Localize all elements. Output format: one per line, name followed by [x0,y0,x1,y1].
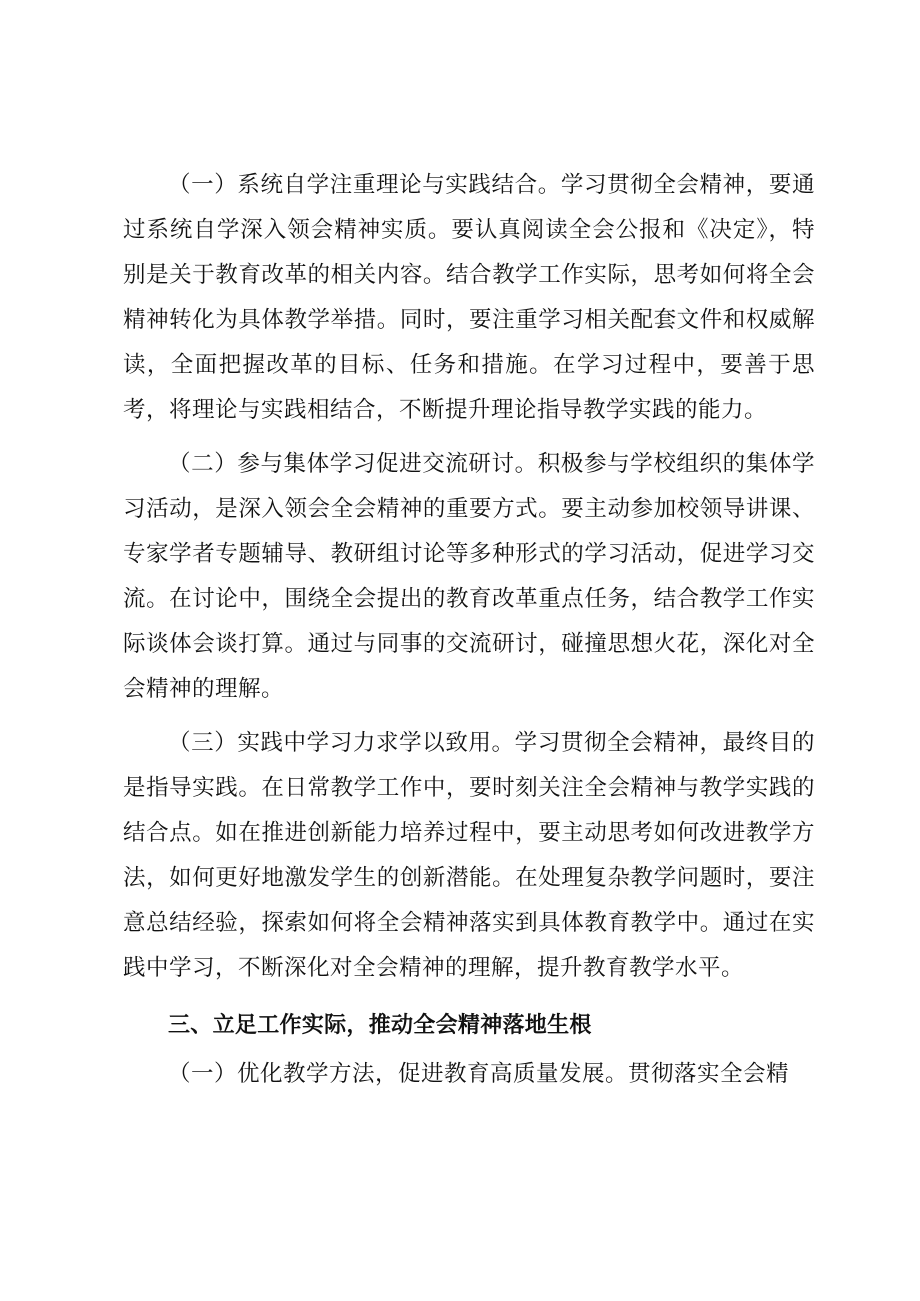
section-heading: 三、立足工作实际，推动全会精神落地生根 [168,1013,592,1038]
paragraph-practice-study: （三）实践中学习力求学以致用。学习贯彻全会精神，最终目的是指导实践。在日常教学工作中，要时刻关注全会精神与教学实践的结合点。如在推进创新能力培养过程中，要主动思考如何改进教学方法，如何更好地激发学生的创新潜能。在处理复杂教学问题时，要注意总结经验，探索如何将全会精神落实到具体教育教学中。通过在实践中学习，不断深化对全会精神的理解，提升教育教学水平。 [123,730,815,981]
paragraph-group-study: （二）参与集体学习促进交流研讨。积极参与学校组织的集体学习活动，是深入领会全会精神的重要方式。要主动参加校领导讲课、专家学者专题辅导、教研组讨论等多种形式的学习活动，促进学习交流。在讨论中，围绕全会提出的教育改革重点任务，结合教学工作实际谈体会谈打算。通过与同事的交流研讨，碰撞思想火花，深化对全会精神的理解。 [123,451,815,702]
document-body [123,163,815,1106]
paragraph-teaching-methods: （一）优化教学方法，促进教育高质量发展。贯彻落实全会精 [168,1061,790,1087]
paragraph-self-study: （一）系统自学注重理论与实践结合。学习贯彻全会精神，要通过系统自学深入领会精神实质。要认真阅读全会公报和《决定》，特别是关于教育改革的相关内容。结合教学工作实际，思考如何将全会精神转化为具体教学举措。同时，要注重学习相关配套文件和权威解读，全面把握改革的目标、任务和措施。在学习过程中，要善于思考，将理论与实践相结合，不断提升理论指导教学实践的能力。 [123,172,815,423]
